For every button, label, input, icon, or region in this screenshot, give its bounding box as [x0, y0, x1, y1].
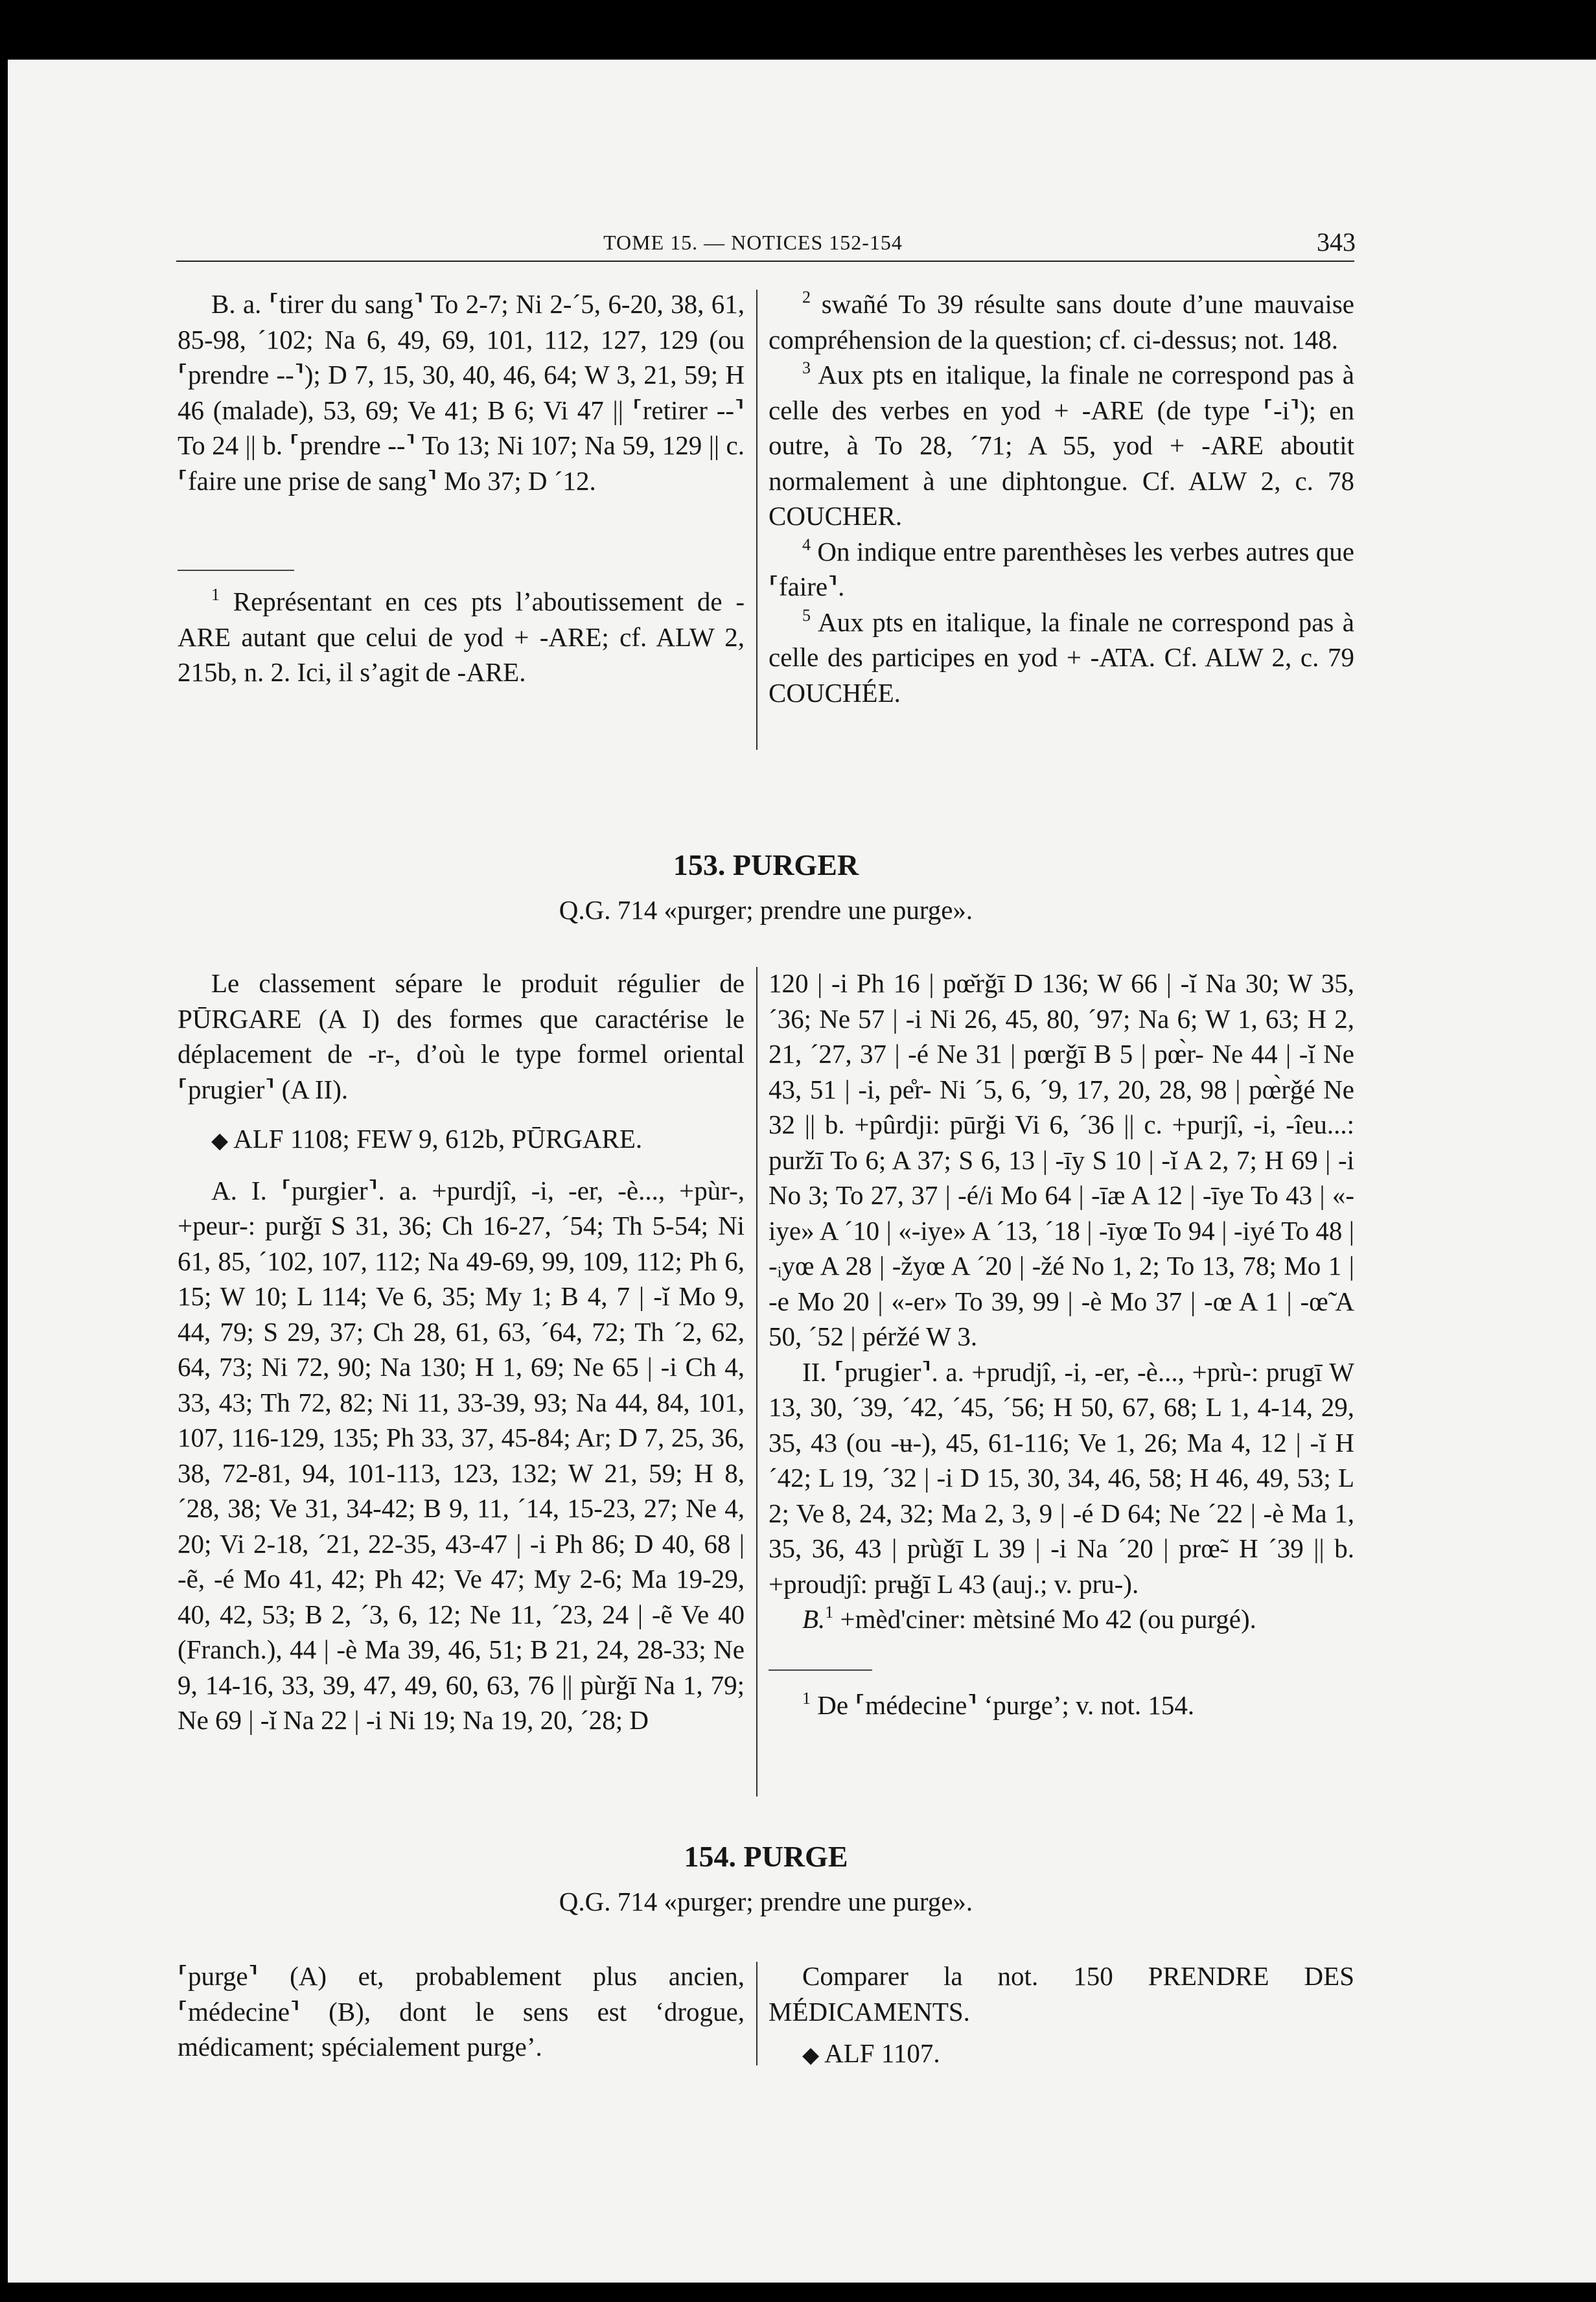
left-column-top — [178, 286, 745, 690]
section-154-compare: Comparer la not. 150 PRENDRE DES MÉDICAMENTS. — [769, 1961, 1354, 2027]
section-154-left-column — [178, 1959, 745, 2065]
document-page — [8, 60, 1596, 2283]
section-153-left-column — [178, 966, 745, 1738]
section-154-right-column — [769, 1959, 1354, 2073]
section-153-footnote-1: $^1$ De ⸢médecine⸣ ‘purge’; v. not. 154. — [802, 1688, 1195, 1720]
column-divider — [756, 967, 758, 1796]
right-column-top — [769, 286, 1354, 710]
section-153-refs: ◆ ALF 1108; FEW 9, 612b, PŪRGARE. — [211, 1124, 643, 1154]
section-154-title: 154. PURGE — [684, 1840, 848, 1873]
section-153-body-continued: 120 | -i Ph 16 | pœ̆rǧī D 136; W 66 | -ĭ Na 30; W 35, ´36; Ne 57 | -i Ni 26, 45, 80, ´97; Na 6; W 1, 63; H 2, 21, ´27, 37 | -é Ne 31 | pœrǧī B 5 | pœ̀r- Ne 44 | -ĭ Ne 43, 51 | -i, pe̊r- Ni ´5, 6, ´9, 17, 20, 28, 98 | pœ̀rǧé Ne 32 || b. +pûrdji: pūrǧi Vi 6, ´36 || c. +purjî, -i, -îeu...: puržī To 6; A 37; S 6, 13 | -īy S 10 | -ĭ A 2, 7; H 69 | -i No 3; To 27, 37 | -é/i Mo 64 | -īæ A 12 | -īye To 43 | «-iye» A ´10 | «-iye» A ´13, ´18 | -īyœ To 94 | -iyé To 48 | -ᵢyœ A 28 | -žyœ A ´20 | -žé No 1, 2; To 13, 78; Mo 1 | -e Mo 20 | «-er» To 39, 99 | -è Mo 37 | -œ A 1 | -œ̃ A 50, ´52 | péržé W 3. — [769, 968, 1354, 1351]
running-head: TOME 15. — NOTICES 152-154 — [603, 231, 903, 254]
diamond-icon: ◆ — [802, 2042, 820, 2068]
section-153-body-ii: II. ⸢prugier⸣. a. +prudjî, -i, -er, -è..., +prù-: prugī W 13, 30, ´39, ´42, ´45, ´56; H 50, 67, 68; L 1, 4-14, 29, 35, 43 (ou -ʉ-), 45, 61-116; Ve 1, 26; Ma 4, 12 | -ĭ H ´42; L 19, ´32 | -i D 15, 30, 34, 46, 58; H 46, 49, 53; L 2; Ve 8, 24, 32; Ma 2, 3, 9 | -é D 64; Ne ´22 | -è Ma 1, 35, 36, 43 | prùǧī L 39 | -i Na ´20 | prœ̃- H ´39 || b. +proudjî: prʉǧī L 43 (auj.; v. pru-). — [769, 1356, 1354, 1599]
notice-152-section-b: B. a. ⸢tirer du sang⸣ To 2-7; Ni 2-´5, 6-20, 38, 61, 85-98, ´102; Na 6, 49, 69, 101, 112, 127, 129 (ou ⸢prendre --⸣); D 7, 15, 30, 40, 46, 64; W 3, 21, 59; H 46 (malade), 53, 69; Ve 41; B 6; Vi 47 || ⸢retirer --⸣ To 24 || b. ⸢prendre --⸣ To 13; Ni 107; Na 59, 129 || c. ⸢faire une prise de sang⸣ Mo 37; D ´12. — [178, 289, 745, 496]
section-153-subtitle: Q.G. 714 «purger; prendre une purge». — [559, 895, 973, 925]
footnote-5: $^5$ Aux pts en italique, la finale ne correspond pas à celle des participes en yod + -ATA. Cf. ALW 2, c. 79 COUCHÉE. — [769, 605, 1354, 708]
section-154-intro: ⸢purge⸣ (A) et, probablement plus ancien, ⸢médecine⸣ (B), dont le sens est ‘drogue, médicament; spécialement purge’. — [178, 1961, 745, 2062]
column-divider — [756, 290, 758, 750]
footnote-rule — [769, 1669, 872, 1671]
footnote-3: $^3$ Aux pts en italique, la finale ne correspond pas à celle des verbes en yod + -ARE (de type ⸢-i⸣); en outre, à To 28, ´71; A 55, yod + -ARE aboutit normalement à une diphtongue. Cf. ALW 2, c. 78 COUCHER. — [769, 358, 1354, 531]
section-153-title: 153. PURGER — [673, 848, 859, 881]
section-153-intro: Le classement sépare le produit régulier de PŪRGARE (A I) des formes que caractérise le déplacement de -r-, d’où le type formel oriental ⸢prugier⸣ (A II). — [178, 968, 745, 1104]
section-154-subtitle: Q.G. 714 «purger; prendre une purge». — [559, 1887, 973, 1916]
header-rule — [176, 261, 1354, 262]
section-153-right-column — [769, 966, 1354, 1723]
footnote-2: $^2$ swañé To 39 résulte sans doute d’une mauvaise compréhension de la question; cf. ci-dessus; not. 148. — [769, 288, 1354, 355]
column-divider — [756, 1962, 758, 2065]
section-154-refs: ◆ ALF 1107. — [802, 2038, 940, 2068]
footnote-1: $^1$ Représentant en ces pts l’aboutissement de -ARE autant que celui de yod + -ARE; cf. ALW 2, 215b, n. 2. Ici, il s’agit de -ARE. — [178, 585, 745, 687]
footnote-4: $^4$ On indique entre parenthèses les verbes autres que ⸢faire⸣. — [769, 535, 1354, 601]
section-153-body-b: B.$^1$ +mèd'ciner: mètsiné Mo 42 (ou purgé). — [802, 1603, 1256, 1634]
page-number: 343 — [1317, 227, 1356, 257]
diamond-icon: ◆ — [211, 1128, 229, 1154]
section-153-body-a: A. I. ⸢purgier⸣. a. +purdjî, -i, -er, -è..., +pùr-, +peur-: purǧī S 31, 36; Ch 16-27, ´54; Th 5-54; Ni 61, 85, ´102, 107, 112; Na 49-69, 99, 109, 112; Ph 6, 15; W 10; L 114; Ve 6, 35; My 1; B 4, 7 | -ĭ Mo 9, 44, 79; S 29, 37; Ch 28, 61, 63, ´64, 72; Th ´2, 62, 64, 73; Ni 72, 90; Na 130; H 1, 69; Ne 65 | -i Ch 4, 33, 43; Th 72, 82; Ni 11, 33-39, 93; Na 44, 84, 101, 107, 116-129, 135; Ph 33, 37, 45-84; Ar; D 7, 25, 36, 38, 72-81, 94, 101-113, 123, 132; W 21, 59; H 8, ´28, 38; Ve 31, 34-42; B 9, 11, ´14, 15-23, 27; Ne 4, 20; Vi 2-18, ´21, 22-35, 43-47 | -i Ph 86; D 40, 68 | -ẽ, -é Mo 41, 42; Ph 42; Ve 47; My 2-6; Ma 19-29, 40, 42, 53; B 2, ´3, 6, 12; Ne 11, ´23, 24 | -ẽ Ve 40 (Franch.), 44 | -è Ma 39, 46, 51; B 21, 24, 28-33; Ne 9, 14-16, 33, 39, 47, 49, 60, 63, 76 || pùrǧī Na 1, 79; Ne 69 | -ĭ Na 22 | -i Ni 19; Na 19, 20, ´28; D — [178, 1175, 745, 1735]
footnote-rule — [178, 570, 294, 571]
